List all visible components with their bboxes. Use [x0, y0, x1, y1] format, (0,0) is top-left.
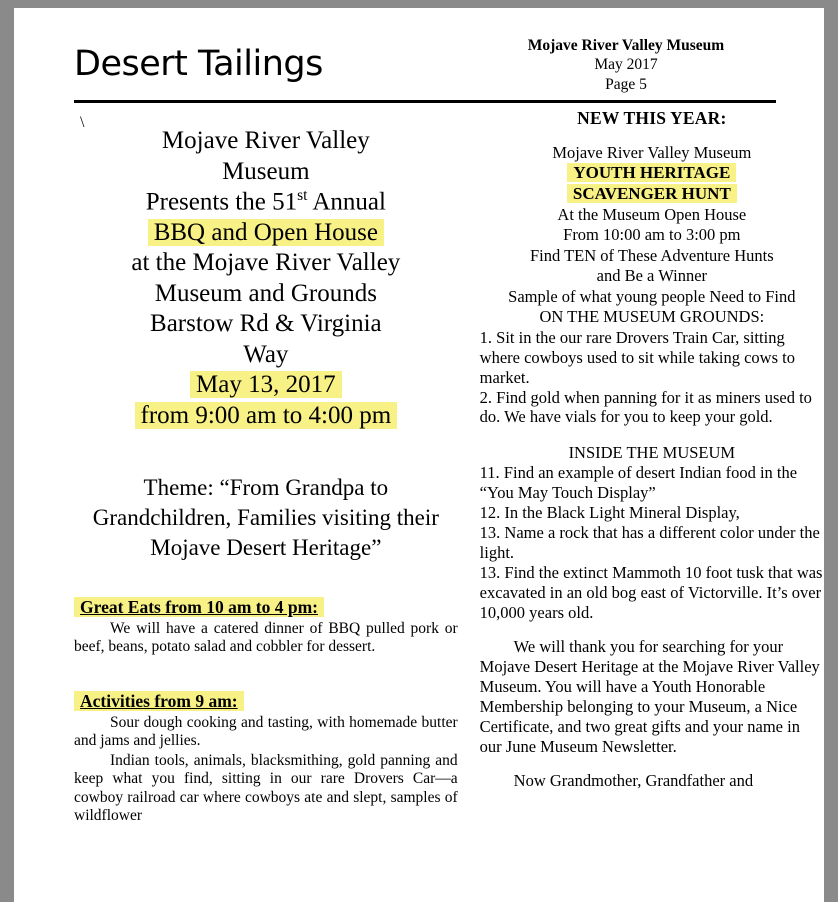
great-eats-heading: Great Eats from 10 am to 4 pm: [74, 597, 458, 618]
new-this-year-heading: NEW THIS YEAR: [577, 108, 727, 128]
masthead [14, 8, 824, 93]
masthead-meta [476, 36, 776, 94]
hunt-title-line-1: YOUTH HERITAGE [567, 163, 736, 182]
hunt-title-line-2: SCAVENGER HUNT [567, 184, 737, 203]
headline-line-3: Presents the 51st Annual [145, 187, 386, 216]
event-headline [74, 126, 458, 431]
theme-line-3: Families visiting their [237, 505, 439, 531]
headline-line-4: BBQ and Open House [74, 218, 458, 249]
hunt-location: At the Museum Open House [557, 204, 747, 224]
stray-mark: \ [80, 114, 85, 131]
newsletter-page [14, 8, 824, 902]
activities-body-2: Indian tools, animals, blacksmithing, gold panning and keep what you find, sitting in our rare Drovers Car—a cowboy railroad car where cowboys ate and slept, samples of wildflower [74, 752, 458, 824]
right-column [480, 108, 824, 825]
headline-date: May 13, 2017 [74, 370, 458, 401]
left-column [74, 108, 458, 825]
headline-line-8: Way [243, 340, 289, 368]
inside-museum-heading: INSIDE THE MUSEUM [568, 443, 736, 463]
page-title: Desert Tailings [74, 44, 323, 84]
masthead-page-number: Page 5 [605, 75, 647, 93]
masthead-org: Mojave River Valley Museum [527, 37, 725, 54]
museum-grounds-heading: ON THE MUSEUM GROUNDS: [539, 307, 765, 327]
hunt-sample-line: Sample of what young people Need to Find [508, 286, 796, 306]
inside-list [480, 463, 824, 623]
scavenger-hunt-title [480, 163, 824, 204]
theme-line-1: Theme: “From [143, 475, 280, 501]
grounds-list [480, 328, 824, 428]
hunt-rule-line-2: and Be a Winner [596, 266, 708, 286]
closing-paragraph: Now Grandmother, Grandfather and [513, 770, 754, 790]
theme-line-4: Mojave Desert Heritage” [150, 535, 382, 561]
spacer [480, 129, 824, 143]
list-item: 12. In the Black Light Mineral Display, [479, 503, 740, 523]
great-eats-body: We will have a catered dinner of BBQ pulled pork or beef, beans, potato salad and cobbler for dessert. [74, 620, 458, 656]
event-theme [74, 473, 458, 563]
activities-heading: Activities from 9 am: [74, 691, 458, 712]
activities-body-1: Sour dough cooking and tasting, with homemade butter and jams and jellies. [74, 713, 458, 749]
headline-line-6: Museum and Grounds [154, 279, 377, 307]
list-item: 1. Sit in the our rare Drovers Train Car, sitting where cowboys used to sit while taking cows to market. [479, 327, 795, 387]
museum-name: Mojave River Valley Museum [552, 143, 752, 162]
headline-time: from 9:00 am to 4:00 pm [74, 401, 458, 432]
hunt-hours: From 10:00 am to 3:00 pm [563, 225, 741, 245]
headline-line-2: Museum [222, 157, 310, 185]
spacer [480, 623, 824, 637]
headline-line-1: Mojave River Valley [161, 127, 370, 154]
theme-line-2: Grandpa to Grandchildren, [92, 475, 389, 531]
article-columns [14, 108, 824, 825]
list-item: 13. Name a rock that has a different color under the light. [479, 523, 820, 563]
headline-line-7: Barstow Rd & Virginia [150, 310, 382, 338]
list-item: 13. Find the extinct Mammoth 10 foot tusk that was excavated in an old bog east of Victorville. It’s over 10,000 years old. [479, 563, 823, 623]
ordinal-suffix: st [297, 187, 308, 204]
list-item: 11. Find an example of desert Indian food in the “You May Touch Display” [479, 463, 798, 503]
headline-line-5: at the Mojave River Valley [131, 249, 401, 277]
masthead-issue: May 2017 [594, 56, 658, 74]
hunt-rule-line-1: Find TEN of These Adventure Hunts [530, 245, 774, 265]
spacer [480, 757, 824, 771]
thanks-paragraph: We will thank you for searching for your Mojave Desert Heritage at the Mojave River Valley Museum. You will have a Youth Honorable Membership belonging to your Museum, a Nice Certificate, and two great gifts and your name in our June Museum Newsletter. [479, 637, 820, 756]
masthead-rule [74, 100, 776, 103]
list-item: 2. Find gold when panning for it as miners used to do. We have vials for you to keep your gold. [479, 387, 812, 427]
